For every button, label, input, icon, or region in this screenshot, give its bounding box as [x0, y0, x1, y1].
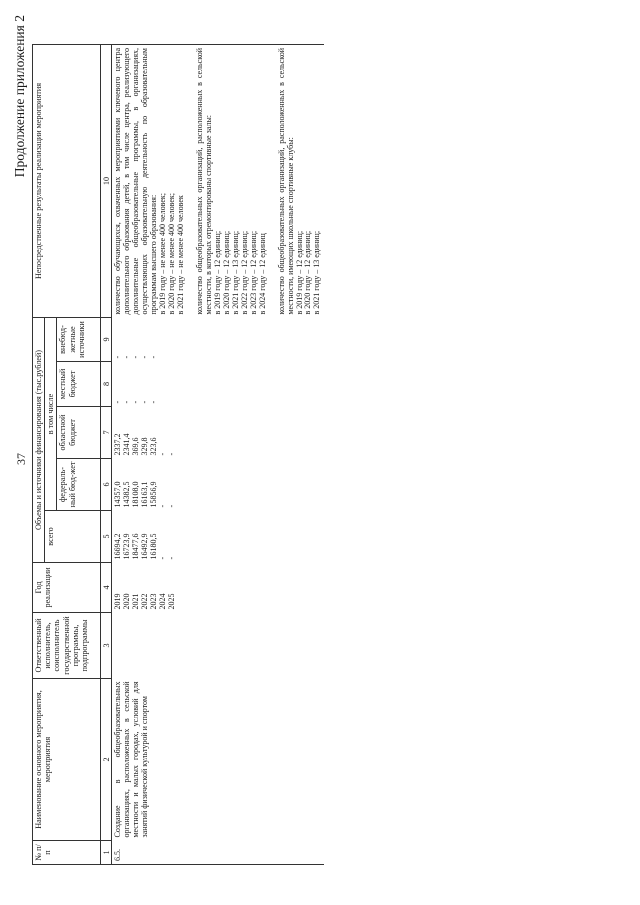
federal-value: 15856,9: [149, 481, 159, 508]
regional-value: 323,6: [149, 437, 159, 456]
total-value: 16694,2: [113, 533, 123, 560]
header-funding: Объемы и источники финансирования (тыс.рублей): [33, 318, 45, 563]
annex-title: Продолжение приложения 2: [12, 15, 27, 178]
years-list: [112, 563, 325, 613]
result-list-clubs: [296, 48, 323, 315]
federal-list: [112, 459, 325, 511]
year-value: 2022: [140, 593, 150, 610]
extrabudget-value: -: [113, 355, 123, 359]
result-list-gyms: [214, 48, 268, 315]
result-item: в 2020 году – 12 единиц;: [303, 230, 313, 315]
total-value: 16180,5: [149, 533, 159, 560]
header-local: местный бюджет: [57, 362, 101, 407]
year-value: 2020: [122, 593, 132, 610]
regional-list: [112, 407, 325, 459]
responsible-cell: [112, 613, 325, 679]
result-block-clubs: количество общеобразовательных организаций, расположенных в сельской местности, имеющих школьные спортивные клубы:: [276, 48, 295, 315]
total-value: -: [158, 556, 168, 560]
column-number: 8: [101, 362, 112, 407]
total-list: [112, 511, 325, 563]
result-item: в 2022 году – 12 единиц;: [239, 230, 249, 315]
regional-value: 369,6: [131, 437, 141, 456]
header-no: № п/п: [33, 841, 101, 865]
extrabudget-value: -: [149, 355, 159, 359]
result-item: в 2021 году – 13 единиц;: [230, 230, 240, 315]
total-value: -: [167, 556, 177, 560]
year-value: 2019: [113, 593, 123, 610]
row-number: 6.5.: [112, 841, 325, 865]
header-results: Непосредственные результаты реализации мероприятия: [33, 45, 101, 318]
regional-value: 329,8: [140, 437, 150, 456]
header-extrabudget: внебюд-жетные источники: [57, 318, 101, 362]
federal-value: 18108,0: [131, 481, 141, 508]
header-including: в том числе: [45, 318, 57, 511]
year-value: 2023: [149, 593, 159, 610]
column-number: 6: [101, 459, 112, 511]
header-total: всего: [45, 511, 101, 563]
column-number: 3: [101, 613, 112, 679]
extrabudget-value: -: [140, 355, 150, 359]
column-number: 1: [101, 841, 112, 865]
header-name: Наименование основного мероприятия, мероприятия: [33, 679, 101, 841]
header-federal: федераль-ный бюд-жет: [57, 459, 101, 511]
column-number: 2: [101, 679, 112, 841]
federal-value: 14357,0: [113, 481, 123, 508]
column-number: 4: [101, 563, 112, 613]
header-regional: областной бюджет: [57, 407, 101, 459]
result-block-gyms: количество общеобразовательных организаций, расположенных в сельской местности, в которых отремонтированы спортивные залы:: [195, 48, 213, 315]
year-value: 2024: [158, 593, 168, 610]
result-item: в 2021 году – не менее 400 человек: [176, 195, 186, 315]
federal-value: 16163,1: [140, 481, 150, 508]
result-item: в 2024 году – 12 единиц: [257, 233, 267, 315]
result-item: в 2019 году – 12 единиц;: [294, 230, 304, 315]
year-value: 2021: [131, 593, 141, 610]
regional-value: -: [158, 452, 168, 456]
activity-name: Создание в общеобразовательных организациях, расположенных в сельской местности и малых городах, условий для занятий физической культурой и спортом: [113, 681, 150, 838]
header-year: Год реализации: [33, 563, 101, 613]
federal-value: -: [167, 504, 177, 508]
column-number: 9: [101, 318, 112, 362]
column-number: 5: [101, 511, 112, 563]
local-value: -: [122, 400, 132, 404]
header-responsible: Ответственный исполнитель, соисполнитель государственной программы, подпрограммы: [33, 613, 101, 679]
local-value: -: [149, 400, 159, 404]
program-table: [32, 44, 324, 865]
local-value: -: [140, 400, 150, 404]
total-value: 18477,6: [131, 533, 141, 560]
result-item: в 2023 году – 12 единиц;: [248, 230, 258, 315]
year-value: 2025: [167, 593, 177, 610]
result-list-students: [159, 48, 186, 315]
column-number: 7: [101, 407, 112, 459]
results-cell: [112, 45, 325, 318]
table-row: [112, 45, 325, 865]
total-value: 16492,9: [140, 533, 150, 560]
column-number: 10: [101, 45, 112, 318]
result-item: в 2019 году – 12 единиц;: [212, 230, 222, 315]
extrabudget-value: -: [131, 355, 141, 359]
regional-value: 2337,2: [113, 433, 123, 456]
result-item: в 2019 году – не менее 400 человек;: [158, 193, 168, 315]
extrabudget-value: -: [122, 355, 132, 359]
federal-value: 14382,5: [122, 481, 132, 508]
regional-value: 2341,4: [122, 433, 132, 456]
federal-value: -: [158, 504, 168, 508]
page-number: 37: [14, 453, 28, 465]
local-value: -: [113, 400, 123, 404]
result-item: в 2021 году – 13 единиц;: [312, 230, 322, 315]
result-item: в 2020 году – не менее 400 человек;: [167, 193, 177, 315]
regional-value: -: [167, 452, 177, 456]
result-block-students: количество обучающихся, охваченных мероприятиями ключевого центра дополнительного образования детей, в том числе центра, реализующего дополнительные общеобразовательные программы, в организациях, осуществляющих образовательную деятельность по образовательным программам высшего образования:: [113, 48, 159, 315]
extrabudget-list: [112, 318, 325, 362]
total-value: 16723,9: [122, 533, 132, 560]
result-item: в 2020 году – 12 единиц;: [221, 230, 231, 315]
local-list: [112, 362, 325, 407]
local-value: -: [131, 400, 141, 404]
